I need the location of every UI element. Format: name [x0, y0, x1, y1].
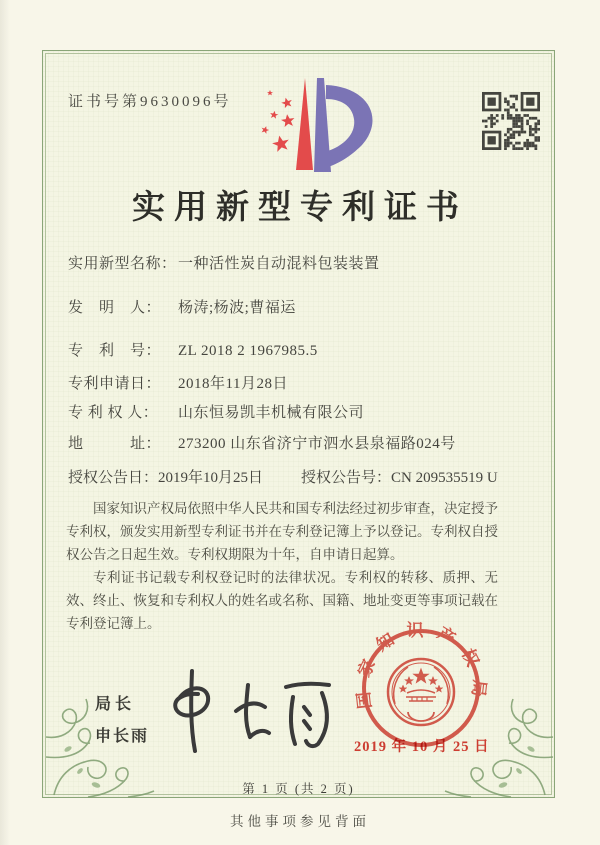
commissioner-name: 申长雨: [95, 728, 150, 745]
field-value: ZL 2018 2 1967985.5: [178, 343, 318, 359]
legal-text: [66, 497, 498, 635]
reverse-side-note: 其他事项参见背面: [230, 814, 370, 829]
page-number: 第 1 页 (共 2 页): [242, 782, 355, 796]
handwritten-signature-icon: [152, 663, 337, 761]
grant-date-value: 2019年10月25日: [158, 470, 264, 486]
field-value: 一种活性炭自动混料包装装置: [178, 256, 380, 272]
field-patent-number: [68, 339, 528, 360]
qr-code-icon: [482, 92, 540, 150]
field-address: [68, 432, 528, 453]
field-label: 地 址：: [68, 436, 162, 452]
field-utility-model-name: [68, 252, 528, 273]
commissioner-role: 局长: [95, 696, 136, 713]
field-label: 专 利 权 人：: [68, 405, 159, 421]
grant-no-value: CN 209535519 U: [391, 470, 498, 486]
field-label: 专 利 号：: [68, 343, 162, 359]
logo-stars: [260, 90, 295, 153]
field-value: 2018年11月28日: [178, 376, 288, 392]
grant-no-label: 授权公告号：: [301, 470, 392, 486]
field-label: 专利申请日：: [68, 376, 162, 392]
field-filing-date: [68, 372, 528, 393]
certificate-title: 实用新型专利证书: [132, 190, 468, 226]
field-label: 发 明 人：: [68, 300, 162, 316]
field-label: 实用新型名称：: [68, 256, 177, 272]
seal-date: 2019 年 10 月 25 日: [354, 739, 490, 755]
certificate-number: 证书号第9630096号: [68, 94, 232, 110]
legal-paragraph-1: 国家知识产权局依照中华人民共和国专利法经过初步审查，决定授予专利权，颁发实用新型专利证书并在专利登记簿上予以登记。专利权自授权公告之日起生效。专利权期限为十年，自申请日起算。: [66, 501, 498, 562]
seal-ring-text: 国家知识产权局: [352, 620, 490, 710]
field-inventors: [68, 296, 528, 317]
field-value: 杨涛;杨波;曹福运: [178, 300, 296, 316]
grant-date-label: 授权公告日：: [68, 470, 159, 486]
field-patentee: [68, 401, 528, 422]
field-value: 273200 山东省济宁市泗水县泉福路024号: [178, 436, 456, 452]
cnipa-logo-icon: [243, 72, 377, 186]
legal-paragraph-2: 专利证书记载专利权登记时的法律状况。专利权的转移、质押、无效、终止、恢复和专利权人的姓名或名称、国籍、地址变更等事项记载在专利登记簿上。: [66, 570, 498, 631]
grant-line: [68, 466, 528, 487]
field-value: 山东恒易凯丰机械有限公司: [178, 405, 365, 421]
